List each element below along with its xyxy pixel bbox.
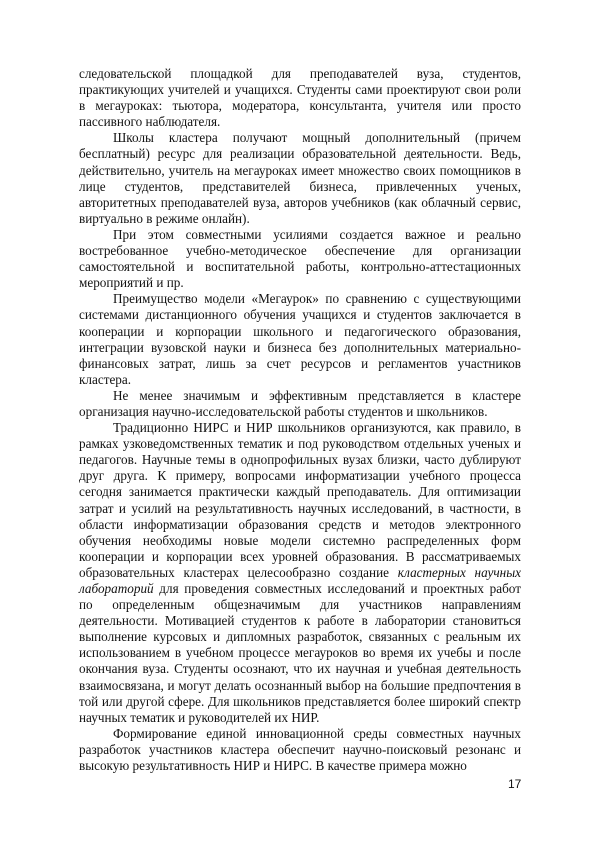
paragraph-4: Преимущество модели «Мегаурок» по сравнению с существующими системами дистанционного обучения учащихся и студентов заключается в кооперации и корпорации школьного и педагогического образования, интеграции вузовской науки и бизнеса без дополнительных материально-финансовых затрат, лишь за счет ресурсов и регламентов участников кластера.	[79, 291, 521, 387]
paragraph-3: При этом совместными усилиями создается важное и реально востребованное учебно-методическое обеспечение для организации самостоятельной и воспитательной работы, контрольно-аттестационных мероприятий и пр.	[79, 226, 521, 291]
paragraph-1: следовательской площадкой для преподавателей вуза, студентов, практикующих учителей и учащихся. Студенты сами проектируют свои роли в мегауроках: тьютора, модератора, консультанта, учителя или просто пассивного наблюдателя.	[79, 66, 521, 130]
paragraph-2: Школы кластера получают мощный дополнительный (причем бесплатный) ресурс для реализации образовательной деятельности. Ведь, действительно, учитель на мегауроках имеет множество своих помощников в лице студентов, представителей бизнеса, привлеченных ученых, авторитетных преподавателей вуза, авторов учебников (как облачный сервис, виртуально в режиме онлайн).	[79, 130, 521, 226]
page-number: 17	[508, 777, 522, 791]
paragraph-7: Формирование единой инновационной среды совместных научных разработок участников кластера обеспечит научно-поисковый резонанс и высокую результативность НИР и НИРС. В качестве примера можно	[79, 725, 521, 774]
paragraph-6-emphasis: кластерных научных лабораторий	[79, 564, 521, 596]
paragraph-6-text-after: для проведения совместных исследований и проектных работ по определенным общезначимым для участников направлениям деятельности. Мотивацией студентов к работе в лаборатории становиться выполнение курсовых и дипломных разработок, связанных с реальным их использованием в учебном процессе мегауроков во время их учебы и после окончания вуза. Студенты осознают, что их научная и учебная деятельность взаимосвязана, и могут делать осознанный выбор на большие предпочтения в той или другой сфере. Для школьников представляется более широкий спектр научных тематик и руководителей их НИР.	[79, 581, 521, 725]
body-text	[79, 66, 521, 774]
paragraph-5: Не менее значимым и эффективным представляется в кластере организация научно-исследовательской работы студентов и школьников.	[79, 387, 521, 419]
paragraph-6-text-before: Традиционно НИРС и НИР школьников организуются, как правило, в рамках узковедомственных тематик и под руководством отдельных ученых и педагогов. Научные темы в однопрофильных вузах близки, часто дублируют друг друга. К примеру, вопросами информатизации учебного процесса сегодня занимается практически каждый преподаватель. Для оптимизации затрат и усилий на результативность научных исследований, в частности, в области информатизации образования средств и методов электронного обучения необходимы новые модели системно распределенных форм кооперации и корпорации всех уровней образования. В рассматриваемых образовательных кластерах целесообразно создание	[79, 420, 521, 580]
paragraph-6	[79, 420, 521, 726]
